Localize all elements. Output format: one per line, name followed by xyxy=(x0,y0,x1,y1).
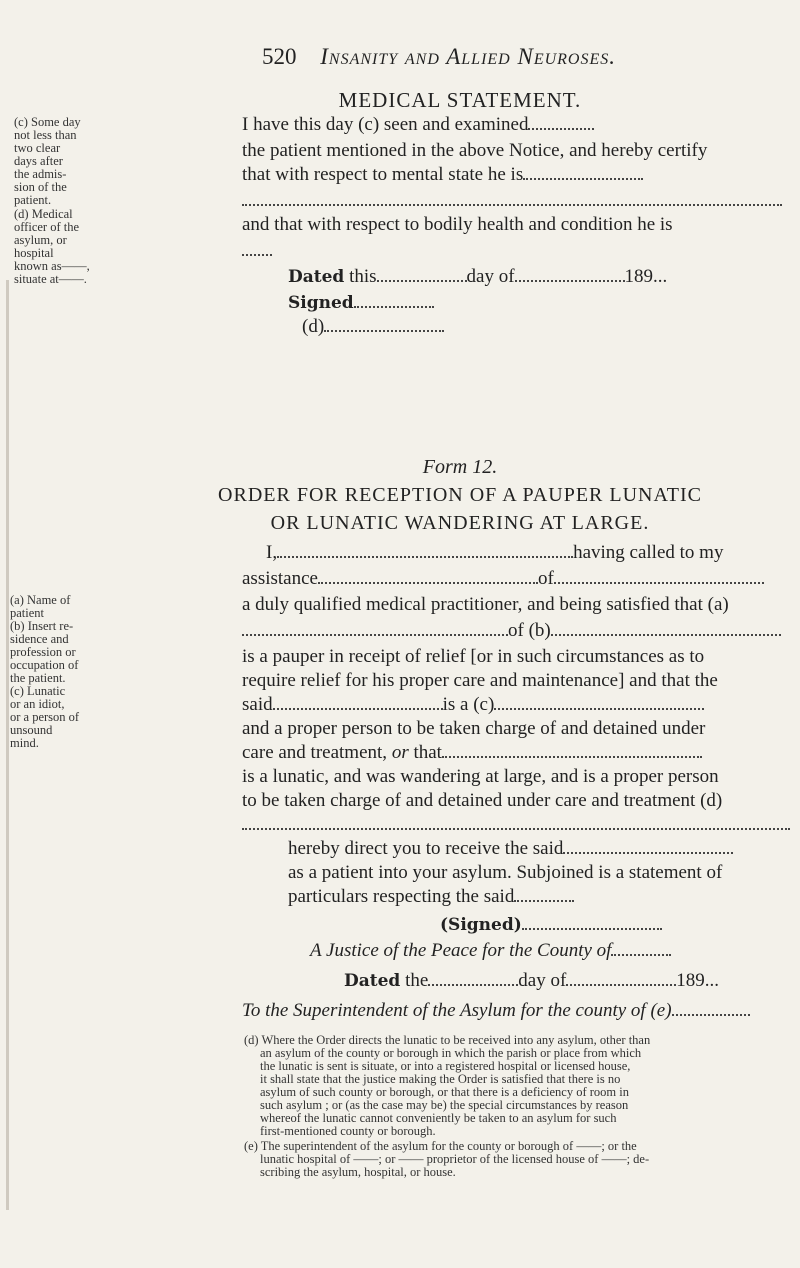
margin-note-c: (c) Some day not less than two clear days after the admis- sion of the patient. xyxy=(14,115,81,207)
medical-signed-line: Signed xyxy=(288,292,434,314)
to-superintendent-line: To the Superintendent of the Asylum for the county of (e) xyxy=(242,1000,750,1022)
page-number: 520 xyxy=(262,44,297,69)
footnote-e: (e) The superintendent of the asylum for the county or borough of ——; or the lunatic hospital of ——; or —— proprietor of the licensed house of ——; de- scribing the asylum, hospital, or house. xyxy=(244,1139,650,1179)
justice-line: A Justice of the Peace for the County of xyxy=(310,940,671,962)
order-line-8: and a proper person to be taken charge of and detained under xyxy=(242,718,706,739)
order-line-4: of (b) xyxy=(242,620,781,642)
order-line-11: to be taken charge of and detained under care and treatment (d) xyxy=(242,790,723,811)
order-line-12 xyxy=(242,814,790,836)
form-title-line-2: OR LUNATIC WANDERING AT LARGE. xyxy=(270,512,650,534)
order-line-9: care and treatment, or that xyxy=(242,742,702,764)
medical-dated-line: Dated this day of 189... xyxy=(288,266,668,287)
order-line-13: hereby direct you to receive the said xyxy=(288,838,733,860)
medical-signer-ref: (d) xyxy=(302,316,444,338)
medical-statement-title: MEDICAL STATEMENT. xyxy=(338,88,582,112)
order-line-15: particulars respecting the said xyxy=(288,886,574,908)
footnote-d: (d) Where the Order directs the lunatic to be received into any asylum, other than an asylum of the county or borough in which the parish or place from which the lunatic is sent is situate, or into a registered hospital or licensed house, it shall state that the justice making the Order is satisfied that there is no asylum of such county or borough, or that there is a deficiency of room in such asylum ; or (as the case may be) the special circumstances by reason whereof the lunatic cannot conveniently be taken to an asylum for such first-mentioned county or borough. xyxy=(244,1033,651,1138)
medical-line-4 xyxy=(242,190,782,212)
order-line-1: I, having called to my xyxy=(266,542,724,563)
page-edge-shadow xyxy=(6,280,9,1210)
margin-note-d: (d) Medical officer of the asylum, or hospital known as——, situate at——. xyxy=(14,207,90,286)
order-signed-line: (Signed) xyxy=(440,914,662,936)
form-title-line-1: ORDER FOR RECEPTION OF A PAUPER LUNATIC xyxy=(218,484,702,506)
medical-line-6 xyxy=(242,240,272,262)
order-dated-line: Dated the day of 189... xyxy=(344,970,720,991)
medical-line-2: the patient mentioned in the above Notice, and hereby certify xyxy=(242,140,708,161)
form-label: Form 12. xyxy=(422,456,498,478)
order-line-6: require relief for his proper care and maintenance] and that the xyxy=(242,670,718,691)
running-head xyxy=(262,44,616,70)
medical-line-1: I have this day (c) seen and examined xyxy=(242,114,594,136)
medical-line-5: and that with respect to bodily health and condition he is xyxy=(242,214,673,235)
order-line-3: a duly qualified medical practitioner, and being satisfied that (a) xyxy=(242,594,729,615)
order-line-14: as a patient into your asylum. Subjoined is a statement of xyxy=(288,862,723,883)
order-line-5: is a pauper in receipt of relief [or in such circumstances as to xyxy=(242,646,705,667)
running-title: Insanity and Allied Neuroses. xyxy=(320,44,617,69)
order-line-7: said is a (c) xyxy=(242,694,704,716)
medical-line-3: that with respect to mental state he is xyxy=(242,164,643,186)
margin-note-order: (a) Name of patient (b) Insert re- sidence and profession or occupation of the patient. (c) Lunatic or an idiot, or a person of unsound mind. xyxy=(10,593,80,750)
order-line-10: is a lunatic, and was wandering at large, and is a proper person xyxy=(242,766,719,787)
order-line-2: assistance of xyxy=(242,568,764,590)
